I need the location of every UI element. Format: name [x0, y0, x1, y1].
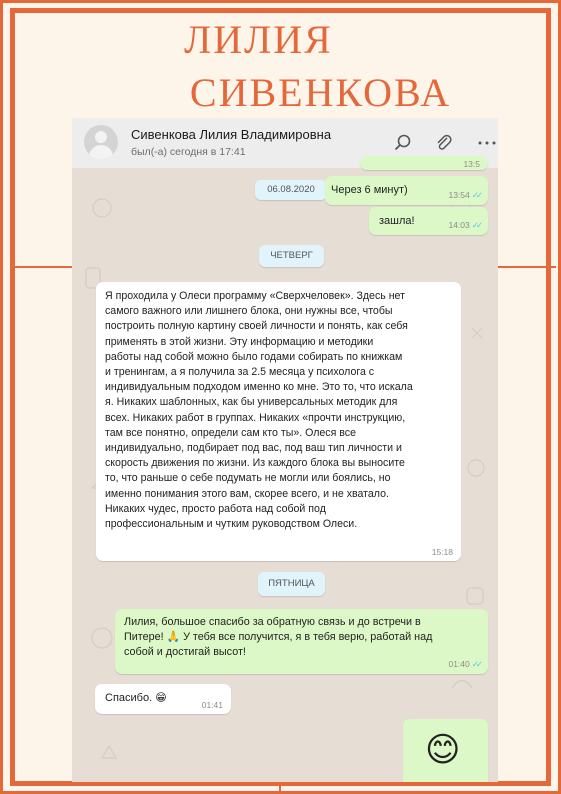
day-separator: ЧЕТВЕРГ	[259, 245, 324, 267]
page-title-line2: СИВЕНКОВА	[189, 70, 452, 115]
message-time: 13:54 ✓✓	[448, 190, 480, 200]
message-bubble-outgoing[interactable]	[369, 207, 488, 235]
message-text: Лилия, большое спасибо за обратную связь и до встречи в Питере! 🙏 У тебя все получится, я в тебя верю, работай над собой и достигай высот!	[124, 616, 433, 659]
read-receipt-icon: ✓✓	[471, 190, 480, 200]
read-receipt-icon: ✓✓	[471, 659, 480, 669]
message-time: 13:5	[463, 159, 480, 169]
message-text: Спасибо. 😁	[105, 692, 167, 704]
message-time: 14:03 ✓✓	[448, 220, 480, 230]
avatar[interactable]	[84, 125, 118, 159]
message-text: зашла!	[379, 215, 415, 227]
message-bubble-incoming[interactable]	[95, 684, 231, 714]
message-bubble-incoming[interactable]	[96, 282, 461, 561]
message-bubble-outgoing[interactable]	[115, 609, 488, 674]
contact-status: был(-а) сегодня в 17:41	[131, 146, 246, 158]
divider-line-left	[10, 266, 72, 268]
divider-line-right	[498, 266, 556, 268]
message-time: 15:18	[431, 547, 453, 557]
search-icon[interactable]	[393, 133, 413, 153]
message-time: 01:41	[201, 700, 223, 710]
message-bubble-outgoing[interactable]	[360, 156, 488, 170]
avatar-body	[89, 145, 113, 159]
paperclip-icon[interactable]	[434, 133, 454, 153]
day-separator: ПЯТНИЦА	[258, 572, 325, 596]
read-receipt-icon: ✓✓	[471, 220, 480, 230]
message-bubble-outgoing[interactable]	[403, 719, 488, 782]
page-title-line1: ЛИЛИЯ	[184, 17, 333, 62]
smile-emoji: 😊	[425, 731, 461, 769]
menu-dots-icon[interactable]	[476, 133, 498, 153]
message-text: Я проходила у Олеси программу «Сверхчеловек». Здесь нет самого важного или лишнего блока, они нужны все, чтобы построить полную картину своей личности и понять, как себя применять в этой жизни. Эту информацию и методики работы над собой можно было годами собирать по книжкам и тренингам, а я получила за 2.5 месяца у психолога с индивидуальным подходом именно ко мне. Это то, что искала я. Никаких шаблонных, как бы универсальных методик для всех. Никаких работ в группах. Никаких «прочти инструкцию, там все понятно, определи сам кто ты». Олеся все индивидуально, подбирает под вас, под ваш тип личности и скорость движения по жизни. Из каждого блока вы выносите то, что раньше о себе подумать не могли или боялись, но именно понимания этого вам, скорее всего, и не хватало. Никаких чудес, просто работа над собой под профессиональным и чутким руководством Олеси.	[105, 290, 413, 531]
message-text: Через 6 минут)	[331, 184, 408, 196]
date-tag: 06.08.2020	[255, 180, 327, 200]
message-bubble-outgoing[interactable]	[325, 176, 488, 205]
contact-name[interactable]: Сивенкова Лилия Владимировна	[131, 127, 332, 142]
message-time: 01:40 ✓✓	[448, 659, 480, 669]
avatar-head	[95, 131, 107, 143]
chat-window	[72, 118, 498, 782]
